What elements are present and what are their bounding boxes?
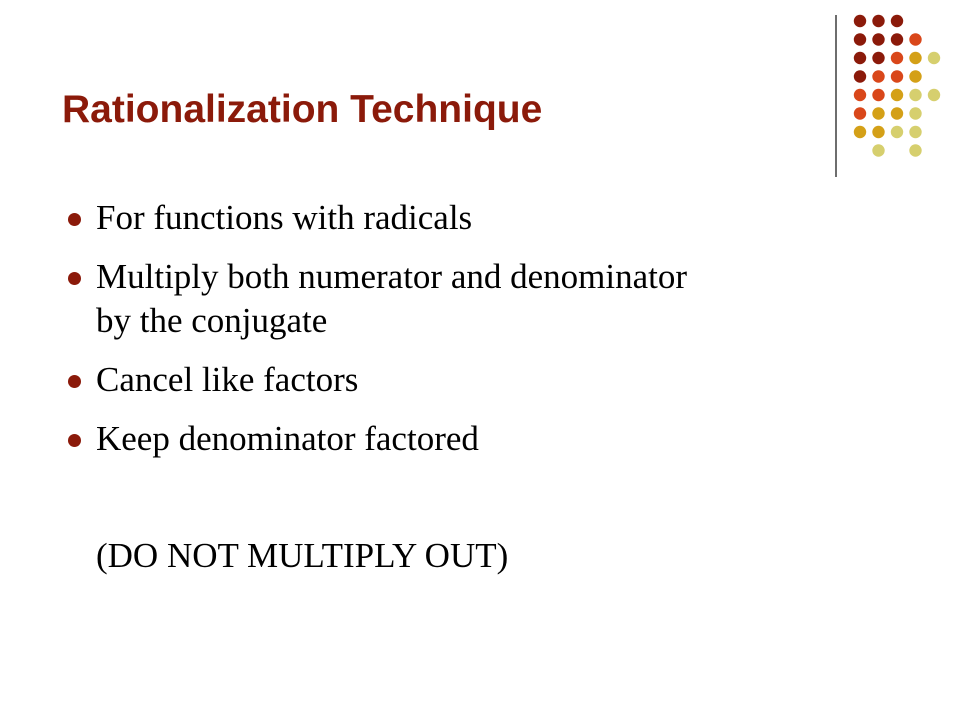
decorative-dot — [891, 89, 903, 101]
decorative-dot — [872, 126, 884, 138]
decorative-dot — [854, 89, 866, 101]
bullet-item — [60, 417, 716, 461]
bullet-icon — [68, 434, 81, 447]
bullet-icon — [68, 272, 81, 285]
bullet-text: Multiply both numerator and denominator by the conjugate — [96, 257, 688, 340]
decorative-dot — [854, 33, 866, 45]
note-text: (DO NOT MULTIPLY OUT) — [96, 536, 509, 575]
bullet-item — [60, 358, 716, 402]
decorative-dot — [854, 52, 866, 64]
decorative-dot — [854, 126, 866, 138]
decorative-dot — [909, 126, 921, 138]
decorative-dot — [928, 52, 940, 64]
decorative-dot — [909, 89, 921, 101]
decorative-dot — [909, 70, 921, 82]
bullet-text: Keep denominator factored — [96, 419, 479, 458]
decorative-dot — [872, 70, 884, 82]
decorative-dot — [872, 15, 884, 27]
decorative-dot — [909, 33, 921, 45]
bullet-text: For functions with radicals — [96, 198, 473, 237]
decorative-dot — [909, 107, 921, 119]
decorative-dot-grid — [853, 13, 953, 163]
slide-title: Rationalization Technique — [62, 88, 543, 131]
decorative-dot — [854, 15, 866, 27]
decorative-dot — [909, 144, 921, 156]
bullet-item — [60, 196, 716, 240]
decorative-dot — [909, 52, 921, 64]
decorative-dot — [891, 126, 903, 138]
decorative-dot — [928, 89, 940, 101]
decorative-dot — [891, 15, 903, 27]
decorative-dot — [891, 107, 903, 119]
decorative-dot — [872, 33, 884, 45]
decorative-dot — [854, 70, 866, 82]
decorative-dot — [872, 89, 884, 101]
decorative-dot — [872, 144, 884, 156]
bullet-list — [60, 196, 716, 476]
bullet-text: Cancel like factors — [96, 360, 359, 399]
decorative-dot — [891, 52, 903, 64]
bullet-icon — [68, 375, 81, 388]
decorative-dot — [872, 107, 884, 119]
decorative-dot — [891, 70, 903, 82]
bullet-item — [60, 255, 716, 343]
decorative-dot — [891, 33, 903, 45]
decorative-dot — [872, 52, 884, 64]
bullet-icon — [68, 213, 81, 226]
decorative-dot — [854, 107, 866, 119]
divider-line — [835, 15, 837, 177]
